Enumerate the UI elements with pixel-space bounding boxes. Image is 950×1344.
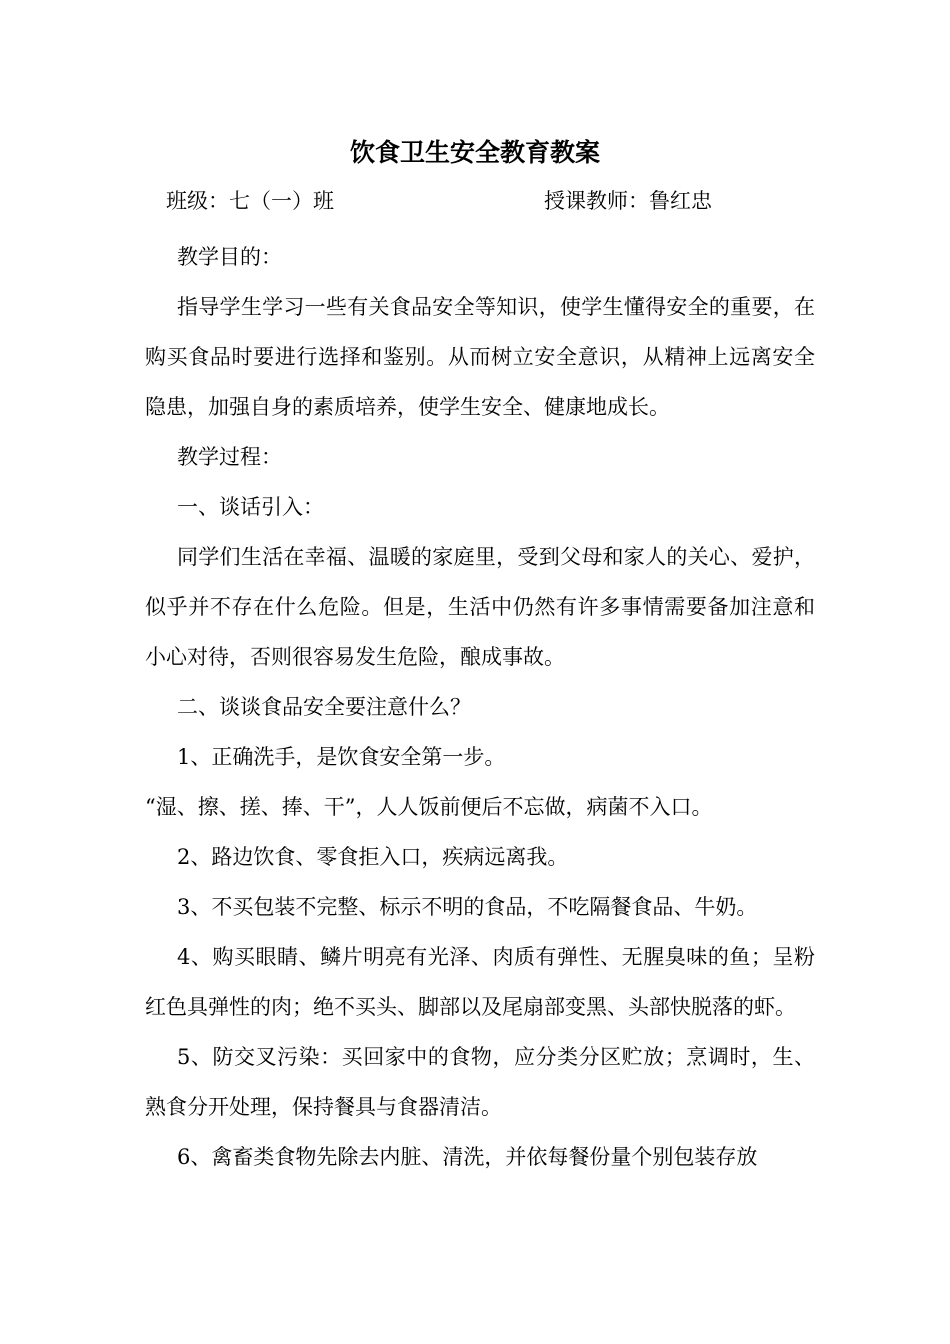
list-item-2: 2、路边饮食、零食拒入口，疾病远离我。 <box>177 845 569 869</box>
list-item-6: 6、禽畜类食物先除去内脏、清洗，并依每餐份量个别包装存放 <box>177 1145 758 1169</box>
document-title: 饮食卫生安全教育教案 <box>349 138 600 167</box>
document-body <box>145 232 815 1182</box>
list-item-5: 5、防交叉污染：买回家中的食物，应分类分区贮放；烹调时，生、熟食分开处理，保持餐具与食器清洁。 <box>145 1045 815 1119</box>
section-heading-process: 教学过程： <box>177 445 282 469</box>
paragraph-intro: 同学们生活在幸福、温暖的家庭里，受到父母和家人的关心、爱护，似乎并不存在什么危险。但是，生活中仍然有许多事情需要备加注意和小心对待，否则很容易发生危险，酿成事故。 <box>145 545 815 669</box>
teacher-label: 授课教师：鲁红忠 <box>544 189 712 213</box>
meta-row <box>166 183 806 219</box>
handwashing-slogan: “湿、擦、搓、捧、干”，人人饭前便后不忘做，病菌不入口。 <box>145 795 713 819</box>
list-item-3: 3、不买包装不完整、标示不明的食品，不吃隔餐食品、牛奶。 <box>177 895 758 919</box>
section-heading-objectives: 教学目的： <box>177 245 282 269</box>
section-heading-food-safety: 二、谈谈食品安全要注意什么？ <box>177 695 471 719</box>
class-label: 班级：七（一）班 <box>166 189 334 213</box>
paragraph-objectives: 指导学生学习一些有关食品安全等知识，使学生懂得安全的重要，在购买食品时要进行选择和鉴别。从而树立安全意识，从精神上远离安全隐患，加强自身的素质培养，使学生安全、健康地成长。 <box>145 295 815 419</box>
list-item-4: 4、购买眼睛、鳞片明亮有光泽、肉质有弹性、无腥臭味的鱼；呈粉红色具弹性的肉；绝不买头、脚部以及尾扇部变黑、头部快脱落的虾。 <box>145 945 815 1019</box>
list-item-1: 1、正确洗手，是饮食安全第一步。 <box>177 745 506 769</box>
section-heading-intro: 一、谈话引入： <box>177 495 324 519</box>
